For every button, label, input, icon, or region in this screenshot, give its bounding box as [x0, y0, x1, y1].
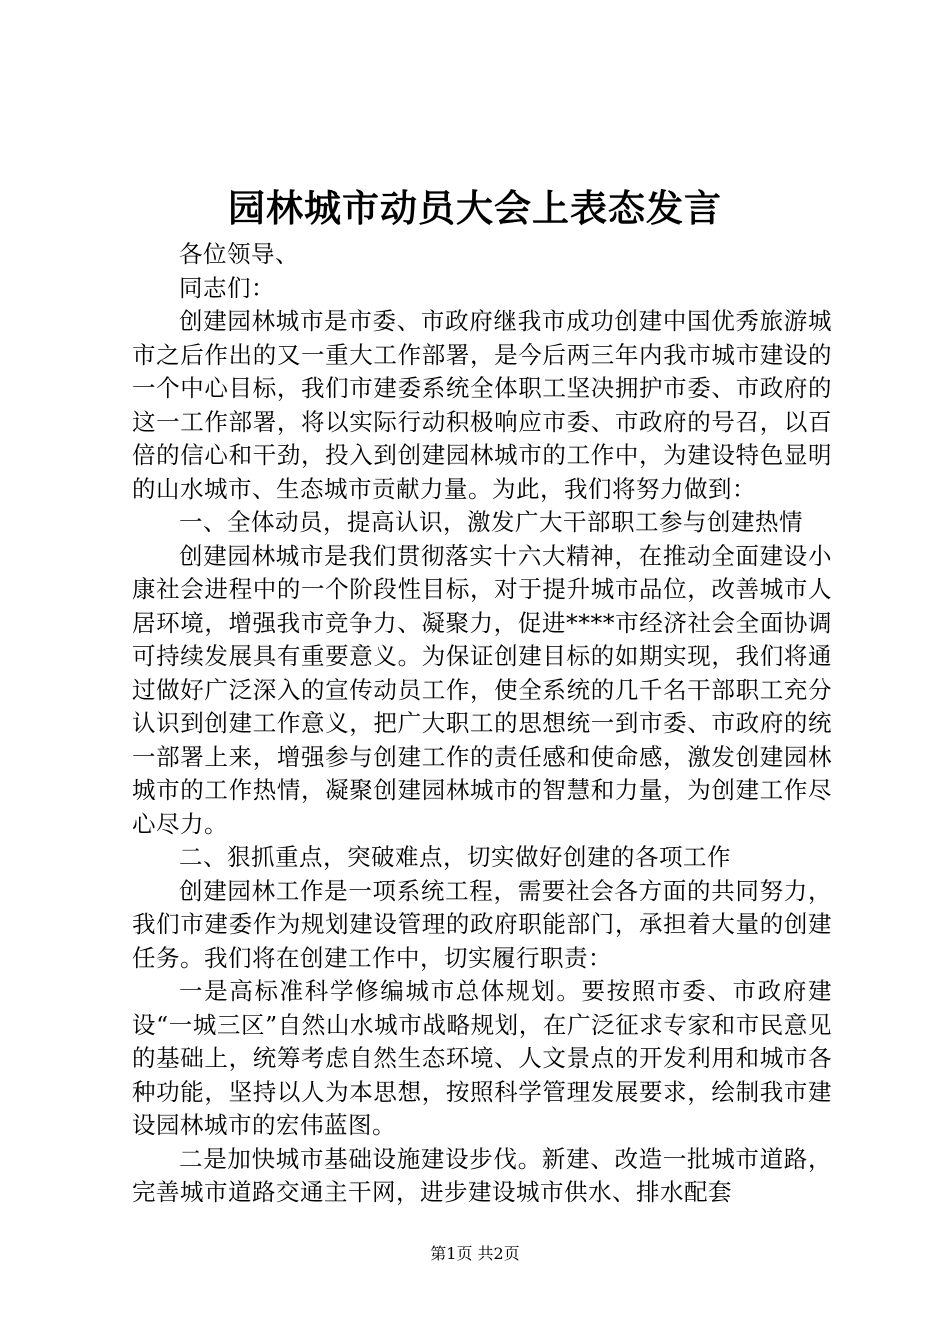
salutation-comrades: 同志们：: [179, 273, 275, 302]
paragraph-intro: 创建园林城市是市委、市政府继我市成功创建中国优秀旅游城市之后作出的又一重大工作部署，是今后两三年内我市城市建设的一个中心目标，我们市建委系统全体职工坚决拥护市委、市政府的这一工作部署，将以实际行动积极响应市委、市政府的号召，以百倍的信心和干劲，投入到创建园林城市的工作中，为建设特色显明的山水城市、生态城市贡献力量。为此，我们将努力做到：: [132, 307, 832, 503]
salutation-leaders: 各位领导、: [179, 240, 299, 268]
paragraph-item-2: 二是加快城市基础设施建设步伐。新建、改造一批城市道路，完善城市道路交通主干网，进步建设城市供水、排水配套: [132, 1144, 832, 1206]
document-title: 园林城市动员大会上表态发言: [228, 186, 722, 230]
document-body: [132, 238, 832, 1210]
paragraph-section-2: 创建园林工作是一项系统工程，需要社会各方面的共同努力，我们市建委作为规划建设管理的政府职能部门，承担着大量的创建任务。我们将在创建工作中，切实履行职责：: [132, 876, 832, 972]
page-number-footer: 第1页 共2页: [430, 1244, 520, 1263]
paragraph-item-1: 一是高标准科学修编城市总体规划。要按照市委、市政府建设“一城三区”自然山水城市战略规划，在广泛征求专家和市民意见的基础上，统筹考虑自然生态环境、人文景点的开发利用和城市各种功能，坚持以人为本思想，按照科学管理发展要求，绘制我市建设园林城市的宏伟蓝图。: [132, 977, 832, 1139]
section-heading-1: 一、全体动员，提高认识，激发广大干部职工参与创建热情: [179, 508, 803, 536]
paragraph-section-1: 创建园林城市是我们贯彻落实十六大精神，在推动全面建设小康社会进程中的一个阶段性目标，对于提升城市品位，改善城市人居环境，增强我市竞争力、凝聚力，促进****市经济社会全面协调可持续发展具有重要意义。为保证创建目标的如期实现，我们将通过做好广泛深入的宣传动员工作，使全系统的几千名干部职工充分认识到创建工作意义，把广大职工的思想统一到市委、市政府的统一部署上来，增强参与创建工作的责任感和使命感，激发创建园林城市的工作热情，凝聚创建园林城市的智慧和力量，为创建工作尽心尽力。: [132, 541, 832, 838]
section-heading-2: 二、狠抓重点，突破难点，切实做好创建的各项工作: [179, 843, 731, 871]
